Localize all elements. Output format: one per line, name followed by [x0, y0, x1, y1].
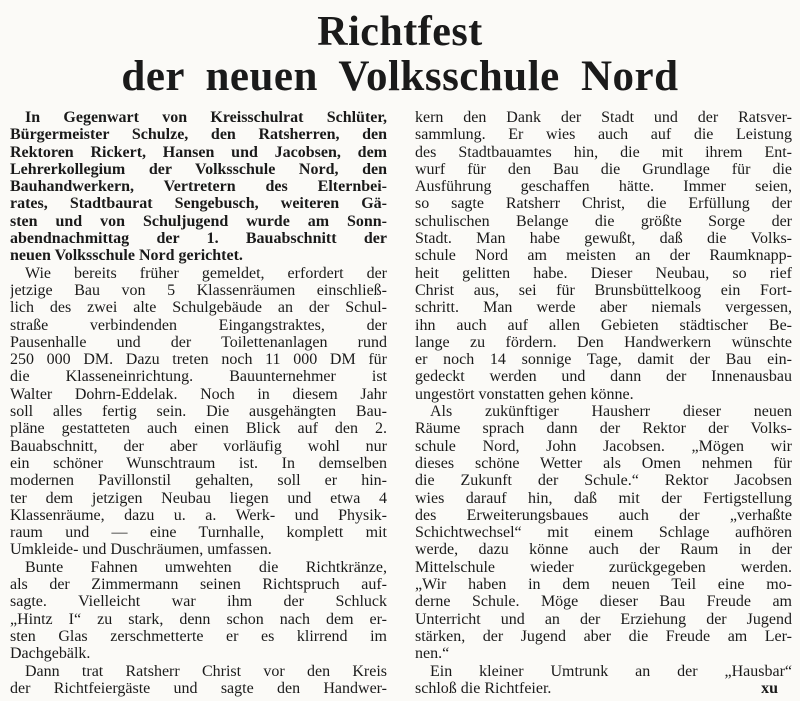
paragraph-ratsherr-christ [10, 663, 387, 698]
text-line: heit gelitten habe. Dieser Neubau, so rief [415, 264, 792, 282]
text-line: lich des zwei alte Schulgebäude an der Schul- [10, 299, 387, 317]
text-line: In Gegenwart von Kreisschulrat Schlüter, [25, 109, 387, 126]
closing-text: schloß die Richtfeier. [415, 679, 552, 697]
text-line: Dachgebälk. [10, 645, 91, 663]
text-line: Christ aus, sei für Brunsbüttelkoog ein Fort- [415, 281, 792, 299]
text-line: so sagte Ratsherr Christ, die Erfüllung der [415, 195, 792, 213]
text-line: modernen Pavillonstil gehalten, soll er hin- [10, 472, 387, 490]
text-line: derne Schule. Möge dieser Bau Freude am [415, 593, 792, 611]
text-line: 250 000 DM. Dazu treten noch 11 000 DM für [10, 351, 387, 369]
text-line: Als zukünftiger Hausherr dieser neuen [430, 403, 792, 421]
text-line: Bauhandwerkern, Vertretern des Elternbei- [10, 178, 387, 196]
text-line: Pausenhalle und der Toilettenanlagen rund [10, 333, 387, 351]
text-line: Räume sprach dann der Rektor der Volks- [415, 420, 792, 438]
text-line: Klassenräume, dazu u. a. Werk- und Physik- [10, 506, 387, 524]
paragraph-construction-costs [10, 265, 387, 559]
text-line: Lehrerkollegium der Volksschule Nord, den [10, 160, 387, 178]
text-line: er noch 14 sonnige Tage, damit der Bau ein- [415, 351, 792, 369]
text-line: die Zukunft der Schule.“ Rektor Jacobsen [415, 472, 792, 490]
lede-paragraph [10, 109, 387, 265]
text-line: sten und von Schuljugend wurde am Sonn- [10, 212, 387, 230]
paragraph-richtspruch [10, 559, 387, 663]
text-line: dieses schöne Wetter als Omen nehmen für [415, 454, 792, 472]
text-line: wies darauf hin, daß mit der Fertigstellung [415, 489, 792, 507]
text-line: Bürgermeister Schulze, den Ratsherren, den [10, 126, 387, 144]
text-line: rates, Stadtbaurat Sengebusch, weiteren Gä- [10, 195, 387, 213]
text-line: abendnachmittag der 1. Bauabschnitt der [10, 230, 387, 248]
paragraph-ratsherr-christ-continued [415, 109, 792, 403]
text-line: Bauabschnitt, der aber vorläufig wohl nur [10, 437, 387, 455]
text-line: Mittelschule wieder zurückgegeben werden. [415, 558, 792, 576]
text-line: Ein kleiner Umtrunk an der „Hausbar“ [430, 662, 792, 680]
text-line: sagte. Vielleicht war ihm der Schluck [10, 593, 387, 611]
text-line: sammlung. Er wies auch auf die Leistung [415, 126, 792, 144]
text-line: neuen Volksschule Nord gerichtet. [10, 247, 243, 265]
text-line: ihn auch auf allen Gebieten städtischer Be- [415, 316, 792, 334]
column-right [415, 109, 792, 697]
text-line: Wie bereits früher gemeldet, erfordert der [25, 264, 387, 282]
text-line: wurf für den Bau die Grundlage für die [415, 160, 792, 178]
text-line: Ausführung geschaffen hätte. Immer seien, [415, 178, 792, 196]
text-line: Rektoren Rickert, Hansen und Jacobsen, dem [10, 143, 387, 161]
text-line: die Klasseneinrichtung. Bauunternehmer ist [10, 368, 387, 386]
text-line: schulischen Belange die größte Sorge der [415, 212, 792, 230]
text-line: des Stadtbauamtes hin, die mit ihrem Ent- [415, 143, 792, 161]
text-line: „Wir haben in dem neuen Teil eine mo- [415, 576, 792, 594]
text-line: straße verbindenden Eingangstraktes, der [10, 316, 387, 334]
text-line: Stadt. Man habe gewußt, daß die Volks- [415, 230, 792, 248]
text-line: werde, dazu könne auch der Raum in der [415, 541, 792, 559]
paragraph-rektor-jacobsen [415, 403, 792, 662]
text-line: raum und — eine Turnhalle, komplett mit [10, 524, 387, 542]
text-line: Umkleide- und Duschräumen, umfassen. [10, 541, 272, 559]
text-line: Dann trat Ratsherr Christ vor den Kreis [25, 662, 387, 680]
headline-line-2: der neuen Volksschule Nord [121, 53, 679, 100]
text-line: ter dem jetzigen Neubau liegen und etwa 4 [10, 489, 387, 507]
text-line: Walter Dohrn-Eddelak. Noch in diesem Jahr [10, 385, 387, 403]
article-columns [0, 99, 800, 697]
text-line: schule Nord, John Jacobsen. „Mögen wir [415, 437, 792, 455]
text-line: kern den Dank der Stadt und der Ratsver- [415, 109, 792, 126]
text-line: ungestört vonstatten gehen könne. [415, 385, 634, 403]
text-line: soll alles fertig sein. Die ausgehängten Bau- [10, 403, 387, 421]
headline-line-1: Richtfest [317, 9, 483, 55]
text-line: nen.“ [415, 645, 450, 663]
text-line: schule Nord am meisten an der Raumknapp- [415, 247, 792, 265]
text-line: der Richtfeiergäste und sagte den Handwer- [10, 679, 387, 697]
text-line: pläne gestatteten auch einen Blick auf den 2. [10, 420, 387, 438]
closing-paragraph [415, 663, 792, 698]
text-line: ein schöner Wunschtraum ist. In demselben [10, 454, 387, 472]
closing-line [415, 680, 792, 697]
author-initials: xu [761, 679, 778, 697]
text-line: lange zu fördern. Den Handwerkern wünschte [415, 333, 792, 351]
text-line: Bunte Fahnen umwehten die Richtkränze, [25, 558, 387, 576]
text-line: schritt. Man werde aber niemals vergessen, [415, 299, 792, 317]
column-left [10, 109, 387, 697]
text-line: des Erweiterungsbaues auch der „verhaßte [415, 506, 792, 524]
text-line: jetzige Bau von 5 Klassenräumen einschließ- [10, 281, 387, 299]
text-line: als der Zimmermann seinen Richtspruch auf- [10, 576, 387, 594]
text-line: gedeckt werden und dann der Innenausbau [415, 368, 792, 386]
article-headline [0, 0, 800, 99]
text-line: stärken, der Jugend aber die Freude am Ler- [415, 627, 792, 645]
text-line: sten Glas zerschmetterte er es klirrend im [10, 627, 387, 645]
text-line: „Hintz I“ zu stark, denn schon nach dem er- [10, 610, 387, 628]
text-line: Schichtwechsel“ mit einem Schlage aufhören [415, 524, 792, 542]
text-line: Unterricht und an der Erziehung der Jugend [415, 610, 792, 628]
